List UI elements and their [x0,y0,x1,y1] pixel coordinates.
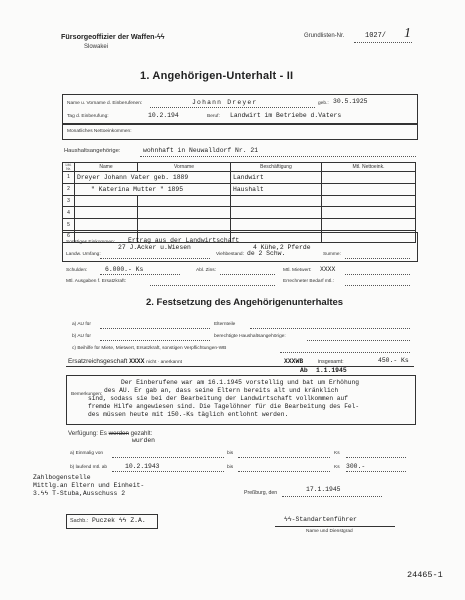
col-nettoeink-header: Mtl. Nettoeink. [322,163,416,172]
beihilfe-label: c) Beihilfe für Miete, Mietwert, Ersatzkraft, sonstigen Verpflichtungen-WB [72,346,227,351]
vieh-value: 4 Kühe,2 Pferde [253,244,311,251]
row-number: 1 [63,172,75,184]
col-beschaeftigung-header: Beschäftigung [231,163,322,172]
laufend-amount: 300.- [346,463,366,470]
zahlbogen-line1: Zahlbogenstelle [33,474,91,481]
verfuegung-text: Verfügung: Es [68,430,107,437]
row-vorname [138,207,231,219]
remarks-line: fremde Hilfe angewiesen sind. Die Tagelöhner für die Bearbeitung des Fel- [88,403,360,410]
laufend-dotline [112,471,224,472]
section1-title: 1. Angehörigen-Unterhalt - II [140,70,294,82]
table-row [63,195,416,207]
sachb-label: Sachb.: [70,518,89,524]
col-num-header: Lfd. Nr. [63,163,75,172]
au-b-dotline [100,340,210,341]
remarks-line: sind, sodass sie bei der Bearbeitung der Landwirtschaft vollkommen auf [88,395,348,402]
row-number: 3 [63,195,75,207]
vieh2-value: de 2 Schw. [247,250,286,257]
ab-value: 1.1.1945 [316,367,347,374]
grundlisten-handwritten-mark: 1 [404,26,411,41]
insgesamt-mark: XXXWB [284,358,304,365]
signature-caption: Name und Dienstgrad [306,529,353,534]
row-job: Haushalt [231,183,322,195]
verfuegung-label [68,430,152,437]
geb-label: geb.: [318,101,329,106]
laufend-ks-dotline [346,471,406,472]
table-row [63,219,416,231]
mietwert-value: XXXX [320,266,336,273]
einmalig-bis: bis [227,451,234,456]
family-table-header [63,163,416,172]
grundlisten-label: Grundlisten-Nr. [304,33,345,39]
mietwert-label: Mtl. Mietwert: [283,268,312,273]
ab-label: Ab [300,367,308,374]
einmalig-dotline [112,457,224,458]
ersatz-strike: XXXX [129,358,145,365]
row-vorname [138,219,231,231]
einmalig-ks-dotline [346,457,406,458]
table-row [63,183,416,195]
beihilfe-dotline [280,352,410,353]
row-number: 2 [63,183,75,195]
row-income [322,207,416,219]
remarks-line: des AU. Er gab an, dass seine Eltern bereits alt und kränklich [104,387,339,394]
row-income [322,219,416,231]
beruf-label: Beruf: [207,114,220,119]
row-job: Landwirt [231,172,322,184]
laufend-ks: Ks [334,465,340,470]
einmalig-label: a) Einmalig von [70,451,104,456]
au-b-label: b) AU für [72,334,91,339]
remarks-line: Der Einberufene war am 16.1.1945 vorstellig und bat um Erhöhung [121,379,360,386]
row-job [231,207,322,219]
row-income [322,183,416,195]
sonstige-label: Sonstiges Einkommen: [66,240,116,245]
grundlisten-value: 1027/ [365,32,387,40]
row-job [231,219,322,231]
org-line1 [61,32,165,41]
row-person: " Katerina Mutter " 1895 [75,183,231,195]
zins-dotline [220,274,275,275]
name-value: Johann Dreyer [192,99,258,106]
ersatz-underline [66,366,414,367]
ersatz-rest: nicht · anerkannt [146,360,182,365]
geb-value: 30.5.1925 [333,98,368,105]
row-name [75,195,138,207]
ersatz-text: Ersatzreichsgeschaft [68,358,128,365]
summe-label: Summe: [323,252,341,257]
laufend-bis-dotline [238,471,330,472]
insgesamt-value: 450.- Ks [378,357,409,364]
einmalig-bis-dotline [238,457,330,458]
pressburg-value: 17.1.1945 [306,486,341,493]
pressburg-label: Preßburg, den [244,490,278,496]
row-income [322,172,416,184]
row-job [231,195,322,207]
insgesamt-label: insgesamt: [318,359,344,365]
row-income [322,195,416,207]
row-name [75,219,138,231]
landw-dotline [100,258,210,259]
grundlisten-dotline [354,42,412,43]
schulden-label: Schulden: [66,268,88,273]
remarks-label: Bemerkungen: [71,392,103,397]
remarks-line: des müssen heute mit 150.-Ks täglich entlohnt werden. [88,411,289,418]
signature-rank: ϟϟ-Standartenführer [284,516,357,523]
beruf-value: Landwirt im Betriebe d.Vaters [230,112,342,119]
verfuegung-typed: wurden [132,437,156,444]
row-number: 6 [63,230,75,242]
laufend-value: 10.2.1943 [125,463,160,470]
row-number: 4 [63,207,75,219]
table-row [63,207,416,219]
landw-value: 27 J.Acker u.Wiesen [118,244,191,251]
au-b-dotline-right [307,340,410,341]
abl-zins-label: Abl. Zins: [196,268,216,273]
zahlbogen-line2: Mittlg.an Eltern und Einheit- [33,482,145,489]
org-region: Slowakei [84,44,109,50]
row-name [75,207,138,219]
errechnet-label: Errechneter Bedarf mtl.: [283,279,334,284]
name-dotline [150,107,315,108]
schulden-value: 6.000.- Ks [105,266,144,273]
family-table [62,162,416,243]
au-a-dotline-right [250,328,410,329]
table-row [63,172,416,184]
name-label: Name u. Vorname d. Einberufenen: [67,101,143,106]
archive-number: 24465-1 [407,570,443,580]
ausgaben-label: Mtl. Ausgaben f. Ersatzkraft: [66,279,126,284]
col-vorname-header: Vorname [138,163,231,172]
schulden-dotline [100,274,180,275]
sachb-value: Puczek ϟϟ Z.A. [92,517,146,524]
au-a-dotline [100,328,210,329]
sonstige-value: Ertrag aus der Landwirtschaft [128,237,240,244]
ss-rune: ϟϟ [156,32,165,41]
au-b-right: berechtigte Haushaltsangehörige: [214,334,286,339]
ersatz-label [68,358,182,365]
signature-line [275,526,395,527]
mietwert-dotline [345,274,410,275]
col-name-header: Name [75,163,138,172]
haushalt-label: Haushaltsangehörige: [64,148,121,154]
verfuegung-struck: werden [108,430,129,437]
einberufung-value: 10.2.194 [148,112,179,119]
section2-title: 2. Festsetzung des Angehörigenunterhaltes [146,297,344,308]
einmalig-ks: Ks [334,451,340,456]
laufend-bis: bis [227,465,234,470]
row-person: Dreyer Johann Vater geb. 1889 [75,172,231,184]
au-a-label: a) AU für [72,322,91,327]
haushalt-dotline [140,156,416,157]
monatlich-label: Monatliches Nettoeinkommen: [67,129,132,134]
einberufung-label: Tag d. Einberufung: [67,114,109,119]
verfuegung-text2: gezahlt: [130,430,153,437]
row-number: 5 [63,219,75,231]
summe-dotline [345,258,410,259]
pressburg-dotline [282,496,382,497]
ausgaben-dotline [150,285,275,286]
au-a-right: Elternteile [214,322,236,327]
landw-label: Landw. Umfang: [66,252,101,257]
viehbestand-label: Viehbestand: [216,252,244,257]
org-name: Fürsorgeoffizier der Waffen- [61,32,157,41]
errechnet-dotline [345,285,410,286]
row-vorname [138,195,231,207]
zahlbogen-line3: 3.ϟϟ T-Stuba,Ausschuss 2 [33,490,126,497]
laufend-label: b) laufend mtl. ab [70,465,108,470]
haushalt-value: wohnhaft in Neuwalldorf Nr. 21 [143,147,259,154]
